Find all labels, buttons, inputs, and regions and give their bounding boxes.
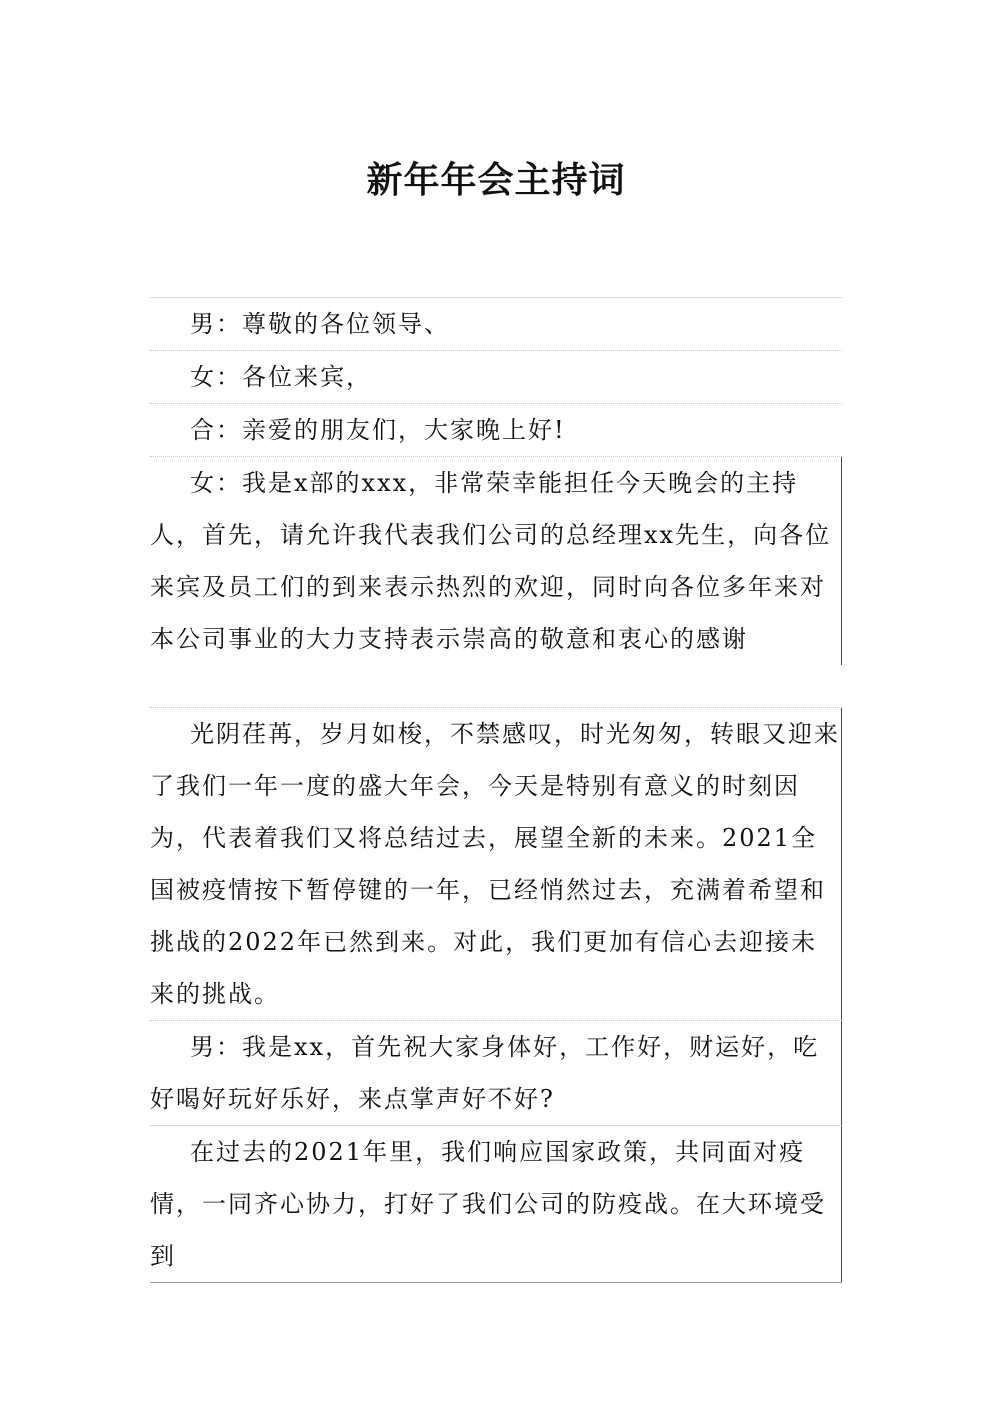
paragraph-male-greeting: 男：尊敬的各位领导、 xyxy=(190,310,450,338)
paragraph-together-greeting: 合：亲爱的朋友们，大家晚上好! xyxy=(190,416,566,444)
paragraph-year-review: 光阴荏苒，岁月如梭，不禁感叹，时光匆匆，转眼又迎来了我们一年一度的盛大年会，今天是特别有意义的时刻因为，代表着我们又将总结过去，展望全新的未来。2021全国被疫情按下暂停键的一年，已经悄然过去，充满着希望和挑战的2022年已然到来。对此，我们更加有信心去迎接未来的挑战。 xyxy=(150,708,842,1020)
paragraph-past-year: 在过去的2021年里，我们响应国家政策，共同面对疫情，一同齐心协力，打好了我们公司的防疫战。在大环境受到 xyxy=(150,1126,842,1282)
document-title: 新年年会主持词 xyxy=(366,159,626,201)
document-body xyxy=(150,297,842,1283)
paragraph-female-greeting: 女：各位来宾， xyxy=(190,363,372,391)
paragraph-female-intro: 女：我是x部的xxx，非常荣幸能担任今天晚会的主持人，首先，请允许我代表我们公司的总经理xx先生，向各位来宾及员工们的到来表示热烈的欢迎，同时向各位多年来对本公司事业的大力支持表示崇高的敬意和衷心的感谢 xyxy=(150,457,842,665)
divider xyxy=(150,1282,842,1283)
paragraph-male-intro: 男：我是xx，首先祝大家身体好，工作好，财运好，吃好喝好玩好乐好，来点掌声好不好? xyxy=(150,1021,842,1125)
paragraph-spacing xyxy=(150,665,842,707)
